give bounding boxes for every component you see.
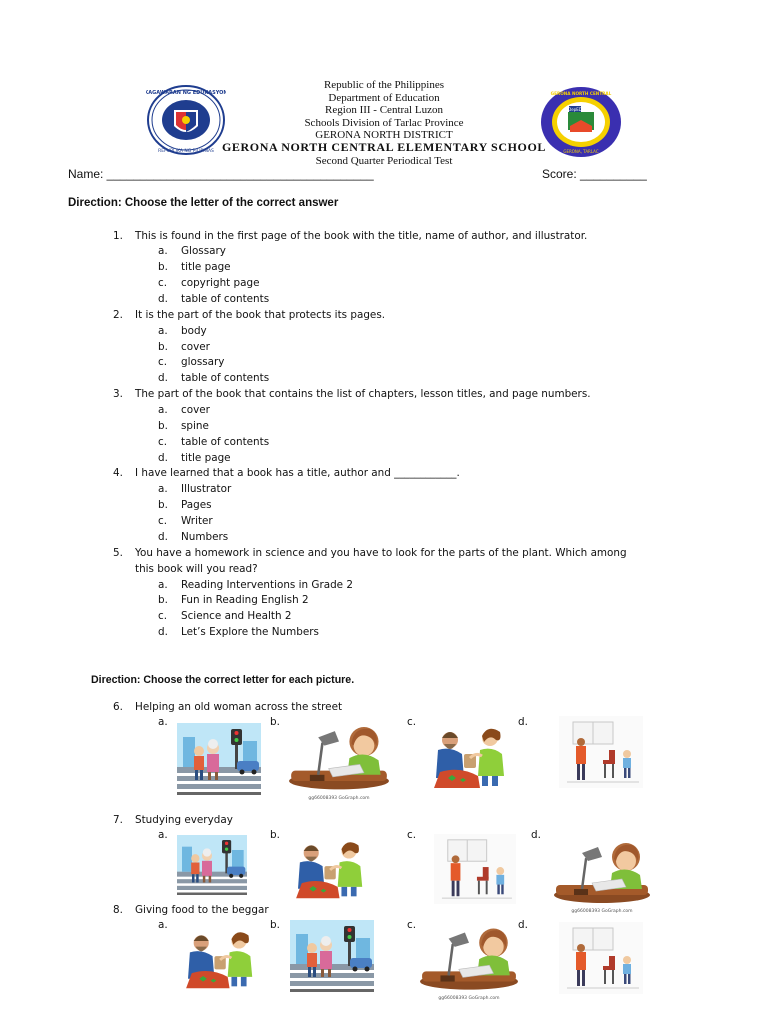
question-number: 1. [113,230,123,242]
choice-letter-8b: b. [270,919,280,931]
option-text: Illustrator [181,483,232,495]
studying-image[interactable] [287,716,391,800]
option-5c[interactable] [158,609,291,625]
street-crossing-image[interactable] [290,918,374,994]
option-text: title page [181,261,231,273]
option-text: Science and Health 2 [181,610,292,622]
option-letter: b. [158,420,168,432]
option-3a[interactable] [158,403,210,419]
option-5a[interactable] [158,578,353,594]
image-watermark: gg66008393 GoGraph.com [308,796,370,801]
option-2b[interactable] [158,340,210,356]
image-watermark: gg66008393 GoGraph.com [438,996,500,1001]
option-1d[interactable] [158,292,269,308]
test-title: Second Quarter Periodical Test [315,155,453,167]
option-text: copyright page [181,277,260,289]
question-text: It is the part of the book that protects its pages. [135,309,386,321]
giving-food-image[interactable] [430,720,514,792]
option-text: Writer [181,515,213,527]
question-number: 8. [113,904,123,916]
option-1a[interactable] [158,244,226,260]
question-number: 3. [113,388,123,400]
choice-letter-6a: a. [158,716,168,728]
choice-letter-6b: b. [270,716,280,728]
option-4b[interactable] [158,498,212,514]
direction-section-2: Direction: Choose the correct letter for each picture. [91,674,355,686]
option-letter: b. [158,341,168,353]
option-text: title page [181,452,231,464]
street-crossing-image[interactable] [177,832,247,898]
giving-food-image[interactable] [290,834,374,902]
question-6 [113,700,693,716]
choice-letter-6d: d. [518,716,528,728]
question-4 [113,466,693,482]
question-1 [113,229,693,245]
option-letter: c. [158,277,168,289]
header-line-district: GERONA NORTH DISTRICT [315,129,453,141]
question-text-line-2: this book will you read? [135,562,258,575]
choice-letter-7a: a. [158,829,168,841]
choice-letter-8a: a. [158,919,168,931]
option-text: cover [181,341,210,353]
classroom-image[interactable] [432,834,518,904]
classroom-image[interactable] [556,922,646,994]
option-letter: c. [158,515,168,527]
option-letter: a. [158,579,168,591]
question-text: The part of the book that contains the list of chapters, lesson titles, and page numbers. [135,388,591,400]
header-line-region: Region III - Central Luzon [325,104,443,116]
classroom-image[interactable] [556,716,646,788]
option-letter: a. [158,483,168,495]
option-letter: c. [158,356,168,368]
option-letter: d. [158,452,168,464]
option-text: Numbers [181,531,229,543]
svg-text:GERONA NORTH CENTRAL: GERONA NORTH CENTRAL [550,91,612,96]
giving-food-image[interactable] [180,924,264,992]
question-text: Giving food to the beggar [135,904,269,916]
option-text: Fun in Reading English 2 [181,594,309,606]
option-4d[interactable] [158,530,228,546]
question-number: 2. [113,309,123,321]
question-number: 4. [113,467,123,479]
question-text-line-1: You have a homework in science and you have to look for the parts of the plant. Which among [135,547,627,559]
option-4a[interactable] [158,482,231,498]
image-watermark: gg66008393 GoGraph.com [571,909,633,914]
option-text: table of contents [181,293,270,305]
question-number: 6. [113,701,123,713]
question-text: Helping an old woman across the street [135,701,343,713]
choice-letter-7c: c. [407,829,417,841]
svg-text:KAGAWARAN NG EDUKASYON: KAGAWARAN NG EDUKASYON [146,90,226,96]
header-line-republic: Republic of the Philippines [323,79,445,91]
option-text: cover [181,404,210,416]
studying-image[interactable] [418,918,520,1002]
option-letter: b. [158,594,168,606]
school-name: GERONA NORTH CENTRAL ELEMENTARY SCHOOL [221,140,546,154]
option-3d[interactable] [158,451,231,467]
question-8 [113,903,693,919]
option-text: Glossary [181,245,226,257]
option-text: glossary [181,356,225,368]
option-1c[interactable] [158,276,259,292]
option-text: Let’s Explore the Numbers [181,626,319,638]
name-field[interactable]: Name: ________________________________________ [68,167,374,181]
question-5 [113,546,693,578]
question-3 [113,387,693,403]
svg-text:REPUBLIKA NG PILIPINAS: REPUBLIKA NG PILIPINAS [158,149,214,154]
option-3b[interactable] [158,419,209,435]
svg-text:DepED: DepED [568,107,582,112]
question-number: 5. [113,547,123,559]
choice-letter-6c: c. [407,716,417,728]
option-letter: d. [158,626,168,638]
choice-letter-8d: d. [518,919,528,931]
option-letter: a. [158,404,168,416]
svg-text:GERONA, TARLAC: GERONA, TARLAC [563,149,599,154]
question-number: 7. [113,814,123,826]
question-text: This is found in the first page of the book with the title, name of author, and illustrator. [135,230,588,242]
question-text: I have learned that a book has a title, author and ____________. [135,467,460,479]
option-letter: b. [158,261,168,273]
option-text: table of contents [181,436,270,448]
option-5b[interactable] [158,593,309,609]
option-5d[interactable] [158,625,319,641]
option-3c[interactable] [158,435,269,451]
choice-letter-7b: b. [270,829,280,841]
option-2d[interactable] [158,371,269,387]
option-letter: c. [158,610,168,622]
street-crossing-image[interactable] [177,720,261,798]
choice-letter-8c: c. [407,919,417,931]
option-text: Reading Interventions in Grade 2 [181,579,353,591]
option-text: table of contents [181,372,270,384]
option-2a[interactable] [158,324,207,340]
option-4c[interactable] [158,514,213,530]
option-letter: b. [158,499,168,511]
option-letter: d. [158,372,168,384]
score-field[interactable]: Score: __________ [542,167,647,181]
option-letter: d. [158,531,168,543]
choice-letter-7d: d. [531,829,541,841]
option-letter: a. [158,245,168,257]
question-7 [113,813,693,829]
option-text: Pages [181,499,212,511]
option-1b[interactable] [158,260,231,276]
option-letter: c. [158,436,168,448]
option-text: body [181,325,207,337]
header-line-division: Schools Division of Tarlac Province [304,117,464,129]
option-letter: d. [158,293,168,305]
option-text: spine [181,420,209,432]
name-score-row [68,167,668,185]
header-line-department: Department of Education [328,92,440,104]
direction-section-1: Direction: Choose the letter of the correct answer [68,197,339,209]
option-letter: a. [158,325,168,337]
question-2 [113,308,693,324]
question-text: Studying everyday [135,814,233,826]
option-2c[interactable] [158,355,224,371]
